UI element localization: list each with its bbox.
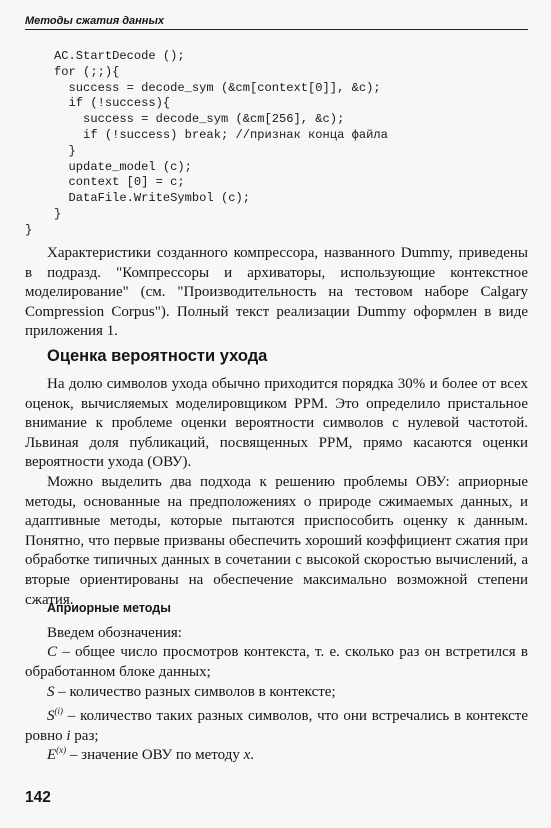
paragraph-escape-share: На долю символов ухода обычно приходится порядка 30% и более от всех оценок, вычисляемых моделировщиком PPM. Это определило пристальное внимание к проблеме оценки вероятности символов с нулевой частотой. Львиная доля публикаций, посвященных PPM, прямо касаются оценки вероятности ухода (ОВУ). — [25, 376, 528, 471]
definition-c-text: – общее число просмотров контекста, т. е. сколько раз он встретился в обработанном блоке данных; — [25, 644, 528, 680]
paragraph-two-approaches: Можно выделить два подхода к решению проблемы ОВУ: априорные методы, основанные на предположениях о природе сжимаемых данных, и адаптивные методы, которые пытаются приспособить оценку к данным. Понятно, что первые призваны обеспечить хороший коэффициент сжатия при обработке типичных данных в сочетании с высокой скоростью вычислений, а вторые ориентированы на обеспечение максимально возможной степени сжатия. — [25, 474, 528, 608]
definition-e-end: . — [250, 747, 254, 763]
symbol-si: S — [47, 708, 55, 724]
paragraph-dummy-description: Характеристики созданного компрессора, названного Dummy, приведены в подразд. "Компрессоры и архиваторы, использующие контекстное моделирование" (см. "Производительность на тестовом наборе Calgary Compression Corpus"). Полный текст реализации Dummy оформлен в виде приложения 1. — [25, 245, 528, 340]
definition-e-text: – значение ОВУ по методу — [66, 747, 244, 763]
page-number: 142 — [25, 789, 51, 806]
symbol-i: i — [66, 727, 71, 744]
definition-c — [25, 643, 528, 682]
definition-si-end: раз; — [70, 727, 99, 744]
section-heading: Оценка вероятности ухода — [47, 347, 268, 365]
definition-e — [25, 741, 528, 766]
symbol-e-superscript: (x) — [56, 745, 67, 755]
notation-intro: Введем обозначения: — [47, 625, 182, 641]
subsection-heading: Априорные методы — [47, 601, 171, 615]
symbol-c: C — [47, 644, 58, 660]
definition-si — [25, 702, 528, 746]
symbol-e: E — [47, 747, 57, 763]
symbol-si-superscript: (i) — [54, 706, 63, 716]
symbol-x: x — [243, 747, 251, 763]
definition-si-text: – количество таких разных символов, что они встречались в контексте ровно — [25, 708, 528, 744]
running-header: Методы сжатия данных — [25, 15, 528, 30]
definition-s — [25, 683, 528, 703]
definition-s-text: – количество разных символов в контексте; — [54, 684, 336, 700]
code-listing: AC.StartDecode (); for (;;){ success = decode_sym (&cm[context[0]], &c); if (!success){ success = decode_sym (&cm[256], &c); if (!success) break; //признак конца файла } update_model (c); context [0] = c; DataFile.WriteSymbol (c); } } — [25, 49, 388, 237]
symbol-s: S — [47, 684, 55, 700]
